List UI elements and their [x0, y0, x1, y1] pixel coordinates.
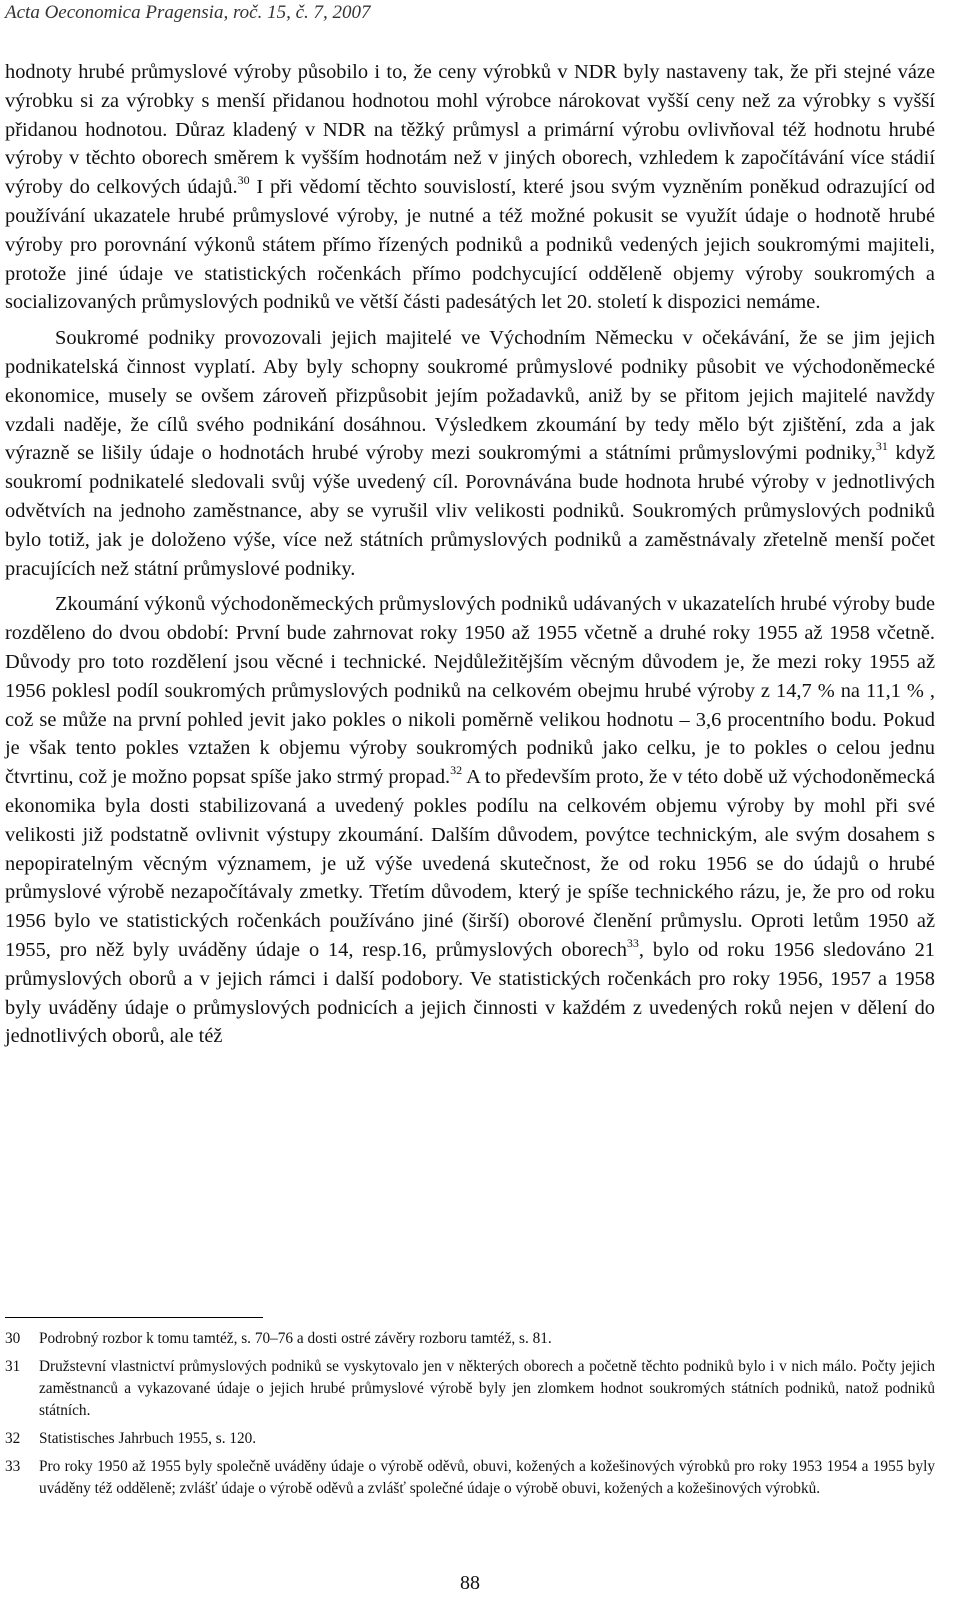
footnote-33 [5, 1456, 935, 1500]
footnote-30 [5, 1328, 935, 1350]
footnote-31 [5, 1356, 935, 1422]
paragraph-3 [5, 590, 935, 1051]
paragraph-3-part-a: Zkoumání výkonů východoněmeckých průmyslových podniků udávaných v ukazatelích hrubé výroby bude rozděleno do dvou období: První bude zahrnovat roky 1950 až 1955 včetně a druhé roky 1955 až 1958 včetně. Důvody pro toto rozdělení jsou věcné i technické. Nejdůležitějším věcným důvodem je, že mezi roky 1955 až 1956 poklesl podíl soukromých průmyslových podniků na celkovém obejmu hrubé výroby z 14,7 % na 11,1 % , což se může na první pohled jevit jako pokles o nikoli poměrně velikou hodnotu – 3,6 procentního bodu. Pokud je však tento pokles vztažen k objemu výroby soukromých podniků jako celku, je to pokles o celou jednu čtvrtinu, což je možno popsat spíše jako strmý propad. [5, 593, 935, 789]
paragraph-2-part-b: když soukromí podnikatelé sledovali svůj výše uvedený cíl. Porovnávána bude hodnota hrubé výroby v jednotlivých odvětvích na jednoho zaměstnance, aby se vyrušil vliv velikosti podniků. Soukromých průmyslových podniků bylo totiž, jak je doloženo výše, více než státních průmyslových podniků a zaměstnávaly zřetelně menší počet pracujících než státní průmyslové podniky. [5, 442, 936, 580]
footnote-text: Statistisches Jahrbuch 1955, s. 120. [39, 1430, 257, 1447]
footnote-number: 32 [5, 1430, 21, 1447]
paragraph-2-part-a: Soukromé podniky provozovali jejich majitelé ve Východním Německu v očekávání, že se jim jejich podnikatelská činnost vyplatí. Aby byly schopny soukromé průmyslové podniky působit ve východoněmecké ekonomice, musely se ovšem zároveň přizpůsobit jejím požadavků, aniž by se přitom jejich majitelé navždy vzdali naděje, že cílů svého podnikání dosáhnou. Výsledkem zkoumání by tedy mělo být zjištění, zda a jak výrazně se lišily údaje o hodnotách hrubé výroby mezi soukromými a státními průmyslovými podniky, [5, 327, 935, 465]
footnote-ref-30[interactable]: 30 [237, 173, 250, 188]
footnote-number: 31 [5, 1358, 21, 1375]
footnote-ref-32[interactable]: 32 [450, 763, 463, 778]
paragraph-3-part-c: , bylo od roku 1956 sledováno 21 průmyslových oborů a v jejich rámci i další podobory. Ve statistických ročenkách pro roky 1956, 1957 a 1958 byly uváděny údaje o průmyslových podnicích a jejich činnosti v každém z uvedených roků nejen v dělení do jednotlivých oborů, ale též [5, 938, 935, 1048]
running-header: Acta Oeconomica Pragensia, roč. 15, č. 7, 2007 [5, 2, 371, 23]
footnote-text: Podrobný rozbor k tomu tamtéž, s. 70–76 a dosti ostré závěry rozboru tamtéž, s. 81. [39, 1330, 552, 1347]
paragraph-1 [5, 58, 935, 317]
paragraph-2 [5, 324, 935, 583]
footnotes [5, 1328, 935, 1506]
page-number: 88 [460, 1572, 480, 1594]
body-text [5, 58, 935, 1051]
paragraph-1-part-b: I při vědomí těchto souvislostí, které jsou svým vyzněním poněkud odrazující od používání ukazatele hrubé průmyslové výroby, je nutné a též možné pokusit se využít údaje o hodnotě hrubé výroby pro porovnání výkonů státem přímo řízených podniků a podniků vedených jejich soukromými majiteli, protože jiné údaje ve statistických ročenkách přímo podchycující odděleně objemy výroby soukromých a socializovaných průmyslových podniků ve větší části padesátých let 20. století k dispozici nemáme. [5, 176, 935, 314]
footnote-divider [5, 1317, 263, 1318]
footnote-32 [5, 1428, 935, 1450]
footnote-ref-31[interactable]: 31 [875, 439, 888, 454]
paragraph-3-part-b: A to především proto, že v této době už východoněmecká ekonomika byla dosti stabilizovaná a uvedený pokles podílu na celkovém objemu výroby by mohl při své velikosti již podstatně ovlivnit výstupy zkoumání. Dalším důvodem, povýtce technickým, ale svým dosahem s nepopiratelným věcným významem, je už výše uvedená skutečnost, že od roku 1956 se do údajů o hrubé průmyslové výrobě nezapočítávaly zmetky. Třetím důvodem, který je spíše technického rázu, je, že pro od roku 1956 bylo ve statistických ročenkách používáno jiné (širší) oborové členění průmyslu. Oproti letům 1950 až 1955, pro něž byly uváděny údaje o 14, resp.16, průmyslových oborech [5, 766, 935, 961]
footnote-ref-33[interactable]: 33 [626, 935, 639, 950]
footnote-text: Družstevní vlastnictví průmyslových podniků se vyskytovalo jen v některých oborech a početně těchto podniků bylo i v nich málo. Počty jejich zaměstnanců a vykazované údaje o jejich hrubé průmyslové výrobě byly jen zlomkem hodnot soukromých státních podniků, natož podniků státních. [39, 1358, 935, 1419]
paragraph-1-part-a: hodnoty hrubé průmyslové výroby působilo i to, že ceny výrobků v NDR byly nastaveny tak, že při stejné váze výrobku si za výrobky s menší přidanou hodnotou mohl výrobce nárokovat vyšší ceny než za výrobky s vyšší přidanou hodnotou. Důraz kladený v NDR na těžký průmysl a primární výrobu ovlivňoval též hodnotu hrubé výroby v těchto oborech směrem k vyšším hodnotám než v jiných oborech, vzhledem k započítávání více stádií výroby do celkových údajů. [5, 61, 935, 199]
footnote-number: 30 [5, 1330, 21, 1347]
footnote-number: 33 [5, 1458, 21, 1475]
footnote-text: Pro roky 1950 až 1955 byly společně uváděny údaje o výrobě oděvů, obuvi, kožených a kožešinových výrobků pro roky 1953 1954 a 1955 byly uváděny též odděleně; zvlášť údaje o výrobě oděvů a zvlášť společné údaje o výrobě obuvi, kožených a kožešinových výrobků. [39, 1458, 935, 1497]
